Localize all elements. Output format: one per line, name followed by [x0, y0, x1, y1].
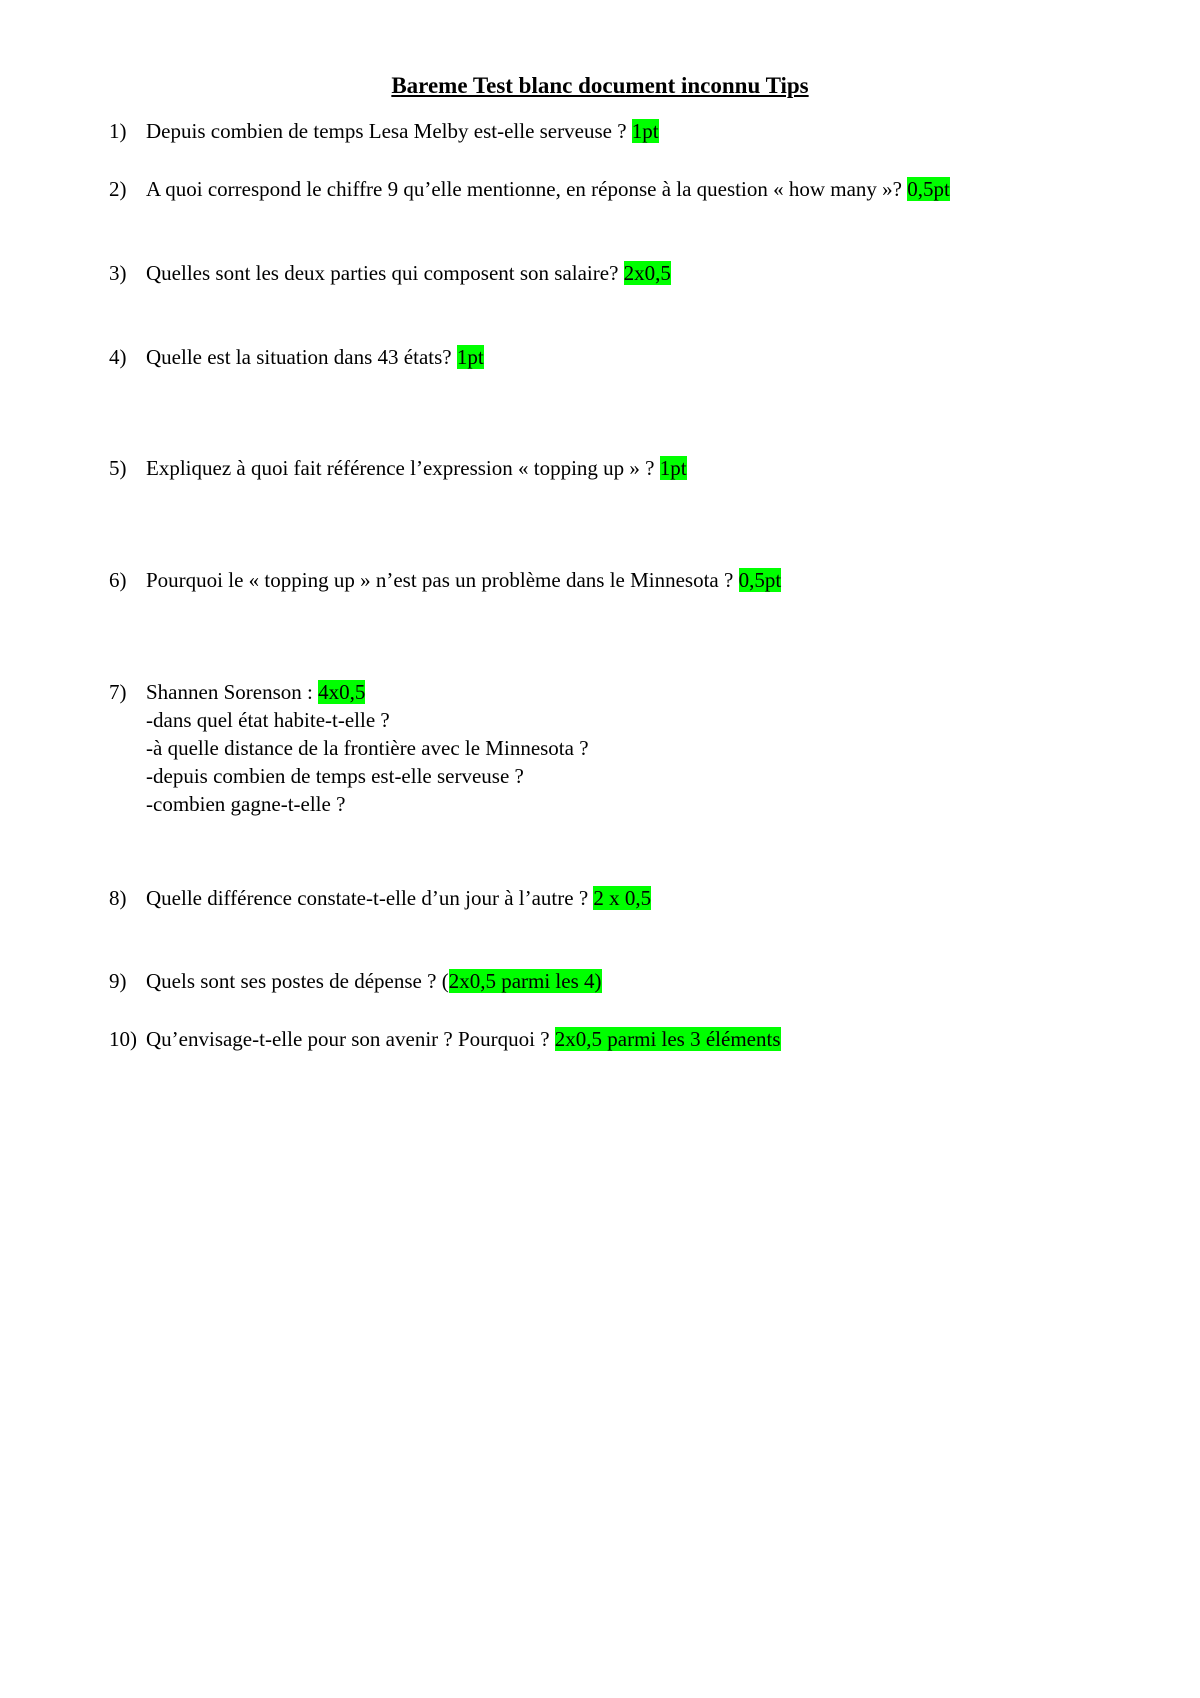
question-number: 6)	[109, 568, 127, 592]
sub-question: -à quelle distance de la frontière avec le Minnesota ?	[146, 736, 589, 760]
question-9	[109, 967, 602, 995]
question-number: 10)	[109, 1027, 137, 1051]
question-10	[109, 1025, 781, 1053]
question-text: Quelles sont les deux parties qui composent son salaire?	[146, 261, 624, 285]
question-text: Pourquoi le « topping up » n’est pas un problème dans le Minnesota ?	[146, 568, 739, 592]
score-highlight: 0,5pt	[738, 568, 782, 592]
score-highlight: 0,5pt	[907, 177, 950, 201]
question-number: 2)	[109, 177, 127, 201]
score-highlight: 1pt	[659, 456, 687, 480]
question-text: Shannen Sorenson :	[146, 680, 319, 704]
question-4	[109, 343, 484, 371]
question-number: 4)	[109, 345, 127, 369]
score-highlight: 4x0,5	[318, 680, 366, 704]
question-6	[109, 566, 781, 594]
question-text: Quelle est la situation dans 43 états?	[146, 345, 457, 369]
score-highlight: 2x0,5	[623, 261, 671, 285]
question-text: Quelle différence constate-t-elle d’un jour à l’autre ?	[146, 886, 594, 910]
question-text: Expliquez à quoi fait référence l’expression « topping up » ?	[146, 456, 660, 480]
document-title: Bareme Test blanc document inconnu Tips	[391, 73, 809, 98]
question-5	[109, 454, 687, 482]
question-1	[109, 117, 659, 145]
score-highlight: 1pt	[456, 345, 484, 369]
sub-question: -depuis combien de temps est-elle serveuse ?	[146, 764, 524, 788]
question-number: 1)	[109, 119, 127, 143]
question-number: 3)	[109, 261, 127, 285]
score-highlight: 2x0,5 parmi les 4)	[448, 969, 602, 993]
sub-question: -combien gagne-t-elle ?	[146, 792, 346, 816]
question-8	[109, 884, 651, 912]
question-7	[109, 678, 589, 818]
question-2	[109, 175, 950, 203]
question-number: 8)	[109, 886, 127, 910]
question-text: Qu’envisage-t-elle pour son avenir ? Pourquoi ?	[146, 1027, 555, 1051]
sub-question: -dans quel état habite-t-elle ?	[146, 708, 390, 732]
score-highlight: 2x0,5 parmi les 3 éléments	[554, 1027, 781, 1051]
question-text: Quels sont ses postes de dépense ? (	[146, 969, 449, 993]
question-number: 7)	[109, 680, 127, 704]
question-number: 5)	[109, 456, 127, 480]
question-3	[109, 259, 671, 287]
question-text: Depuis combien de temps Lesa Melby est-elle serveuse ?	[146, 119, 632, 143]
question-number: 9)	[109, 969, 127, 993]
question-text: A quoi correspond le chiffre 9 qu’elle mentionne, en réponse à la question « how many »?	[146, 177, 908, 201]
score-highlight: 1pt	[631, 119, 659, 143]
score-highlight: 2 x 0,5	[593, 886, 652, 910]
